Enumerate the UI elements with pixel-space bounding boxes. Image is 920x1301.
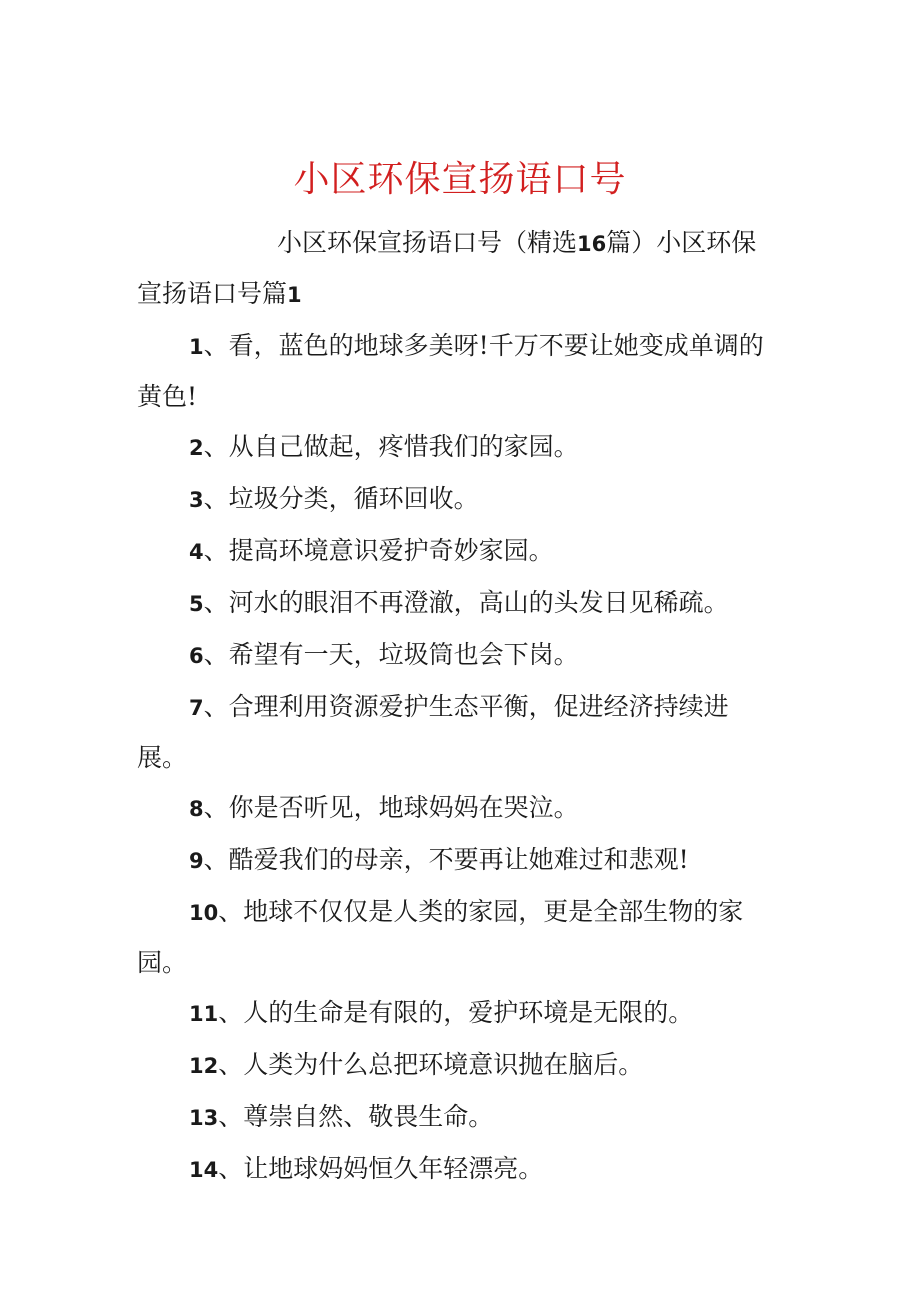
slogan-item bbox=[137, 682, 777, 782]
intro-index: 1 bbox=[287, 283, 302, 307]
slogan-separator: 、 bbox=[203, 331, 229, 360]
document-body bbox=[137, 218, 777, 1196]
slogan-separator: 、 bbox=[218, 1050, 244, 1079]
slogan-item bbox=[137, 1092, 777, 1143]
slogan-text: 酷爱我们的母亲，不要再让她难过和悲观! bbox=[228, 845, 689, 874]
slogan-separator: 、 bbox=[203, 484, 229, 513]
intro-paragraph bbox=[137, 218, 777, 320]
slogan-number: 12 bbox=[189, 1054, 219, 1078]
slogan-number: 10 bbox=[189, 901, 219, 925]
slogan-text: 提高环境意识爱护奇妙家园。 bbox=[228, 536, 554, 565]
slogan-number: 11 bbox=[189, 1002, 219, 1026]
slogan-separator: 、 bbox=[218, 897, 244, 926]
slogan-number: 14 bbox=[189, 1158, 219, 1182]
slogan-text: 让地球妈妈恒久年轻漂亮。 bbox=[243, 1154, 544, 1183]
slogan-item bbox=[137, 835, 777, 886]
slogan-text: 从自己做起，疼惜我们的家园。 bbox=[228, 432, 579, 461]
slogan-number: 4 bbox=[189, 540, 204, 564]
slogan-number: 13 bbox=[189, 1106, 219, 1130]
slogan-text: 合理利用资源爱护生态平衡，促进经济持续进展。 bbox=[137, 692, 729, 772]
slogan-item bbox=[137, 1144, 777, 1195]
slogan-text: 尊崇自然、敬畏生命。 bbox=[243, 1102, 494, 1131]
slogan-number: 2 bbox=[189, 436, 204, 460]
slogan-text: 河水的眼泪不再澄澈，高山的头发日见稀疏。 bbox=[228, 588, 729, 617]
slogan-separator: 、 bbox=[203, 640, 229, 669]
slogan-text: 人类为什么总把环境意识抛在脑后。 bbox=[243, 1050, 644, 1079]
slogan-separator: 、 bbox=[203, 536, 229, 565]
slogan-item bbox=[137, 578, 777, 629]
slogan-item bbox=[137, 630, 777, 681]
slogan-number: 7 bbox=[189, 696, 204, 720]
slogan-number: 5 bbox=[189, 592, 204, 616]
document-title: 小区环保宣扬语口号 bbox=[293, 159, 627, 200]
slogan-separator: 、 bbox=[203, 845, 229, 874]
slogan-text: 地球不仅仅是人类的家园，更是全部生物的家园。 bbox=[137, 897, 744, 977]
slogan-number: 1 bbox=[189, 335, 204, 359]
slogan-separator: 、 bbox=[203, 432, 229, 461]
slogan-separator: 、 bbox=[203, 793, 229, 822]
slogan-item bbox=[137, 887, 777, 987]
slogan-item bbox=[137, 1040, 777, 1091]
slogan-separator: 、 bbox=[203, 692, 229, 721]
intro-text-middle: 篇）小区环保宣扬语口号篇 bbox=[137, 228, 757, 308]
slogan-item bbox=[137, 422, 777, 473]
slogan-text: 垃圾分类，循环回收。 bbox=[228, 484, 479, 513]
slogan-text: 希望有一天，垃圾筒也会下岗。 bbox=[228, 640, 579, 669]
slogan-item bbox=[137, 526, 777, 577]
slogan-number: 8 bbox=[189, 797, 204, 821]
slogan-number: 9 bbox=[189, 849, 204, 873]
slogan-separator: 、 bbox=[218, 998, 244, 1027]
slogan-item bbox=[137, 988, 777, 1039]
slogan-text: 人的生命是有限的，爱护环境是无限的。 bbox=[243, 998, 694, 1027]
slogan-number: 3 bbox=[189, 488, 204, 512]
slogan-number: 6 bbox=[189, 644, 204, 668]
intro-count: 16 bbox=[577, 232, 607, 256]
slogan-item bbox=[137, 321, 777, 421]
slogan-text: 你是否听见，地球妈妈在哭泣。 bbox=[228, 793, 579, 822]
slogan-text: 看，蓝色的地球多美呀!千万不要让她变成单调的黄色! bbox=[137, 331, 764, 411]
slogan-separator: 、 bbox=[218, 1154, 244, 1183]
slogan-item bbox=[137, 474, 777, 525]
slogan-separator: 、 bbox=[203, 588, 229, 617]
slogan-separator: 、 bbox=[218, 1102, 244, 1131]
intro-text-before: 小区环保宣扬语口号（精选 bbox=[277, 228, 578, 257]
slogan-item bbox=[137, 783, 777, 834]
